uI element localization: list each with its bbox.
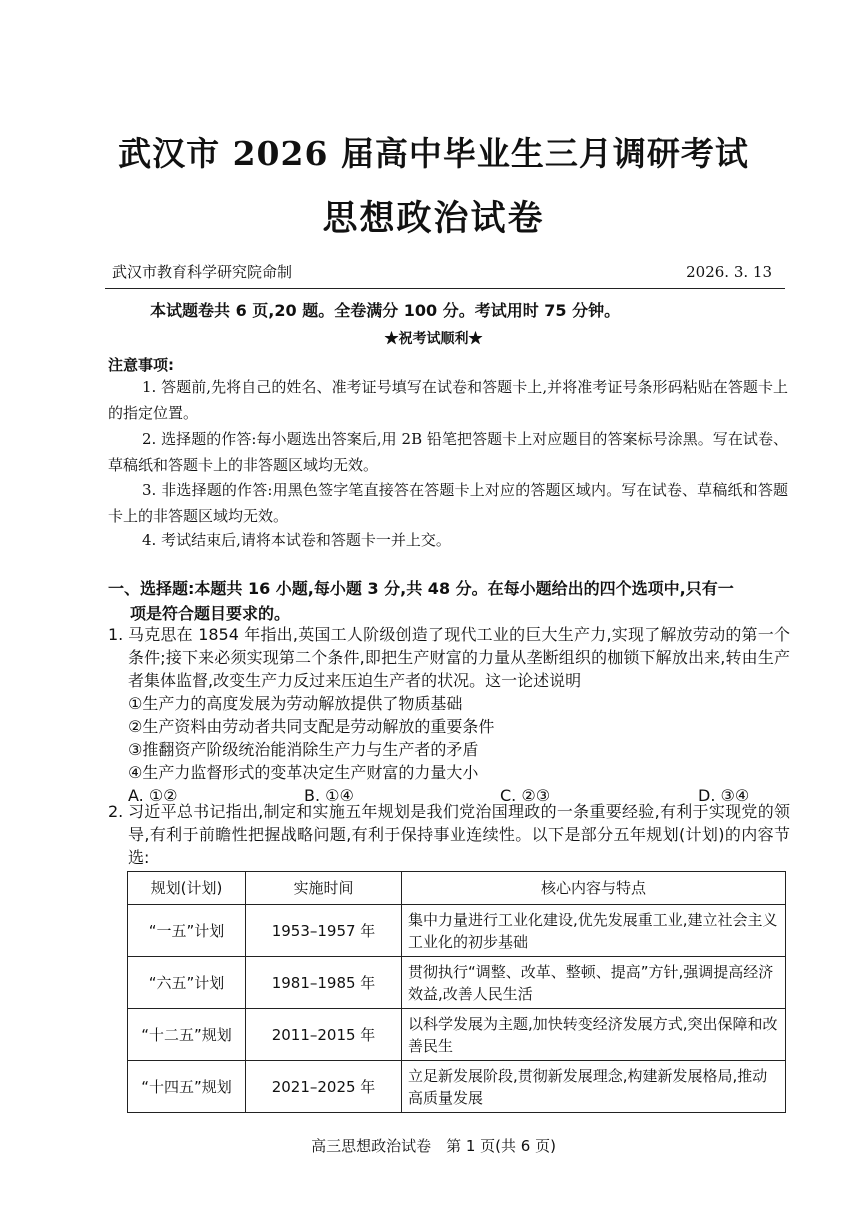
question-1 bbox=[108, 623, 790, 807]
choice-d[interactable]: D. ③④ bbox=[698, 786, 750, 805]
question-2 bbox=[108, 800, 790, 869]
plan-name: “十四五”规划 bbox=[128, 1061, 246, 1113]
question-number: 1. bbox=[108, 625, 124, 644]
plan-period: 1953–1957 年 bbox=[246, 905, 402, 957]
statement-1: ①生产力的高度发展为劳动解放提供了物质基础 bbox=[128, 694, 463, 713]
choice-a[interactable]: A. ①② bbox=[128, 786, 178, 805]
notice-item-2: 2. 选择题的作答:每小题选出答案后,用 2B 铅笔把答题卡上对应题目的答案标号涂黑。写在试卷、草稿纸和答题卡上的非答题区域均无效。 bbox=[108, 430, 788, 474]
exam-date: 2026. 3. 13 bbox=[686, 263, 772, 281]
statement-3: ③推翻资产阶级统治能消除生产力与生产者的矛盾 bbox=[128, 740, 479, 759]
table-row bbox=[128, 957, 786, 1009]
section-heading bbox=[108, 576, 790, 626]
plan-name: “十二五”规划 bbox=[128, 1009, 246, 1061]
plan-period: 2021–2025 年 bbox=[246, 1061, 402, 1113]
table-row bbox=[128, 905, 786, 957]
notice-item-4: 4. 考试结束后,请将本试卷和答题卡一并上交。 bbox=[142, 531, 451, 549]
five-year-plan-table bbox=[127, 871, 786, 1113]
question-number: 2. bbox=[108, 802, 124, 821]
notice-heading: 注意事项: bbox=[108, 356, 174, 374]
exam-subject-title: 思想政治试卷 bbox=[322, 198, 545, 239]
exam-summary: 本试题卷共 6 页,20 题。全卷满分 100 分。考试用时 75 分钟。 bbox=[150, 301, 621, 320]
question-stem: 马克思在 1854 年指出,英国工人阶级创造了现代工业的巨大生产力,实现了解放劳动的第一个条件;接下来必须实现第二个条件,即把生产财富的力量从垄断组织的枷锁下解放出来,转由生产者集体监督,改变生产力反过来压迫生产者的状况。这一论述说明 bbox=[128, 625, 790, 690]
plan-period: 2011–2015 年 bbox=[246, 1009, 402, 1061]
table-row bbox=[128, 1061, 786, 1113]
statement-4: ④生产力监督形式的变革决定生产财富的力量大小 bbox=[128, 763, 479, 782]
header-content: 核心内容与特点 bbox=[402, 872, 786, 905]
notice-item-1: 1. 答题前,先将自己的姓名、准考证号填写在试卷和答题卡上,并将准考证号条形码粘贴在答题卡上的指定位置。 bbox=[108, 378, 788, 422]
question-stem: 习近平总书记指出,制定和实施五年规划是我们党治国理政的一条重要经验,有利于实现党的领导,有利于前瞻性把握战略问题,有利于保持事业连续性。以下是部分五年规划(计划)的内容节选: bbox=[128, 802, 790, 867]
plan-content: 集中力量进行工业化建设,优先发展重工业,建立社会主义工业化的初步基础 bbox=[402, 905, 786, 957]
good-luck-banner: ★祝考试顺利★ bbox=[384, 331, 483, 347]
notice-item-3: 3. 非选择题的作答:用黑色签字笔直接答在答题卡上对应的答题区域内。写在试卷、草稿纸和答题卡上的非答题区域均无效。 bbox=[108, 481, 788, 525]
exam-title: 武汉市 2026 届高中毕业生三月调研考试 bbox=[118, 134, 749, 173]
choice-b[interactable]: B. ①④ bbox=[304, 786, 354, 805]
header-plan: 规划(计划) bbox=[128, 872, 246, 905]
choice-c[interactable]: C. ②③ bbox=[500, 786, 551, 805]
header-period: 实施时间 bbox=[246, 872, 402, 905]
plan-name: “六五”计划 bbox=[128, 957, 246, 1009]
issuer-label: 武汉市教育科学研究院命制 bbox=[112, 263, 293, 281]
header-divider bbox=[105, 288, 785, 289]
plan-content: 立足新发展阶段,贯彻新发展理念,构建新发展格局,推动高质量发展 bbox=[402, 1061, 786, 1113]
page-footer: 高三思想政治试卷 第 1 页(共 6 页) bbox=[311, 1137, 556, 1155]
section-heading-line-2: 项是符合题目要求的。 bbox=[130, 604, 291, 623]
section-heading-line-1: 一、选择题:本题共 16 小题,每小题 3 分,共 48 分。在每小题给出的四个选项中,只有一 bbox=[108, 579, 734, 598]
statement-2: ②生产资料由劳动者共同支配是劳动解放的重要条件 bbox=[128, 717, 495, 736]
plan-content: 贯彻执行“调整、改革、整顿、提高”方针,强调提高经济效益,改善人民生活 bbox=[402, 957, 786, 1009]
plan-content: 以科学发展为主题,加快转变经济发展方式,突出保障和改善民生 bbox=[402, 1009, 786, 1061]
table-row bbox=[128, 1009, 786, 1061]
table-header-row bbox=[128, 872, 786, 905]
plan-name: “一五”计划 bbox=[128, 905, 246, 957]
plan-period: 1981–1985 年 bbox=[246, 957, 402, 1009]
